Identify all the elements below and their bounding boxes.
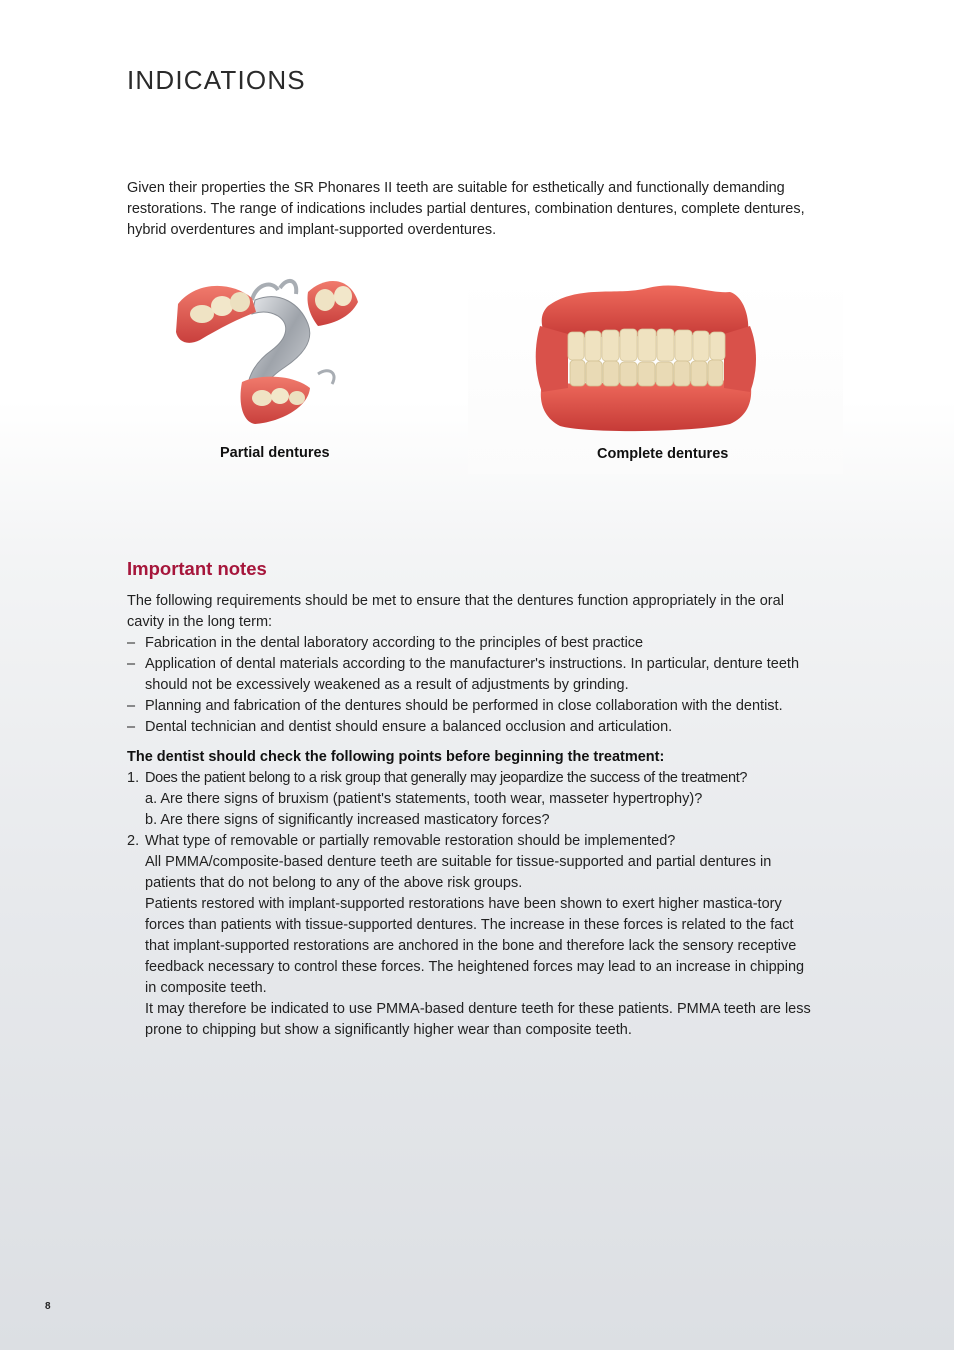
list-item xyxy=(127,831,817,1041)
partial-dentures-caption: Partial dentures xyxy=(220,445,330,461)
list-item: – Fabrication in the dental laboratory according to the principles of best practice xyxy=(127,633,817,654)
check-heading: The dentist should check the following points before beginning the treatment: xyxy=(127,749,665,765)
point-paragraph: Patients restored with implant-supported restorations have been shown to exert higher mastica-tory forces than patients with tissue-supported dentures. The increase in these forces is related to the fact that implant-supported restorations are anchored in the bone and therefore lack the sensory receptive feedback necessary to control these forces. The heightened forces may lead to an increase in chipping in composite teeth. xyxy=(145,896,805,996)
point-number: 1. xyxy=(127,770,140,786)
list-item: – Dental technician and dentist should ensure a balanced occlusion and articulation. xyxy=(127,717,817,738)
list-item: – Application of dental materials according to the manufacturer's instructions. In particular, denture teeth should not be excessively weakened as a result of adjustments by grinding. xyxy=(127,654,817,696)
point-number: 2. xyxy=(127,833,140,849)
list-item xyxy=(127,768,817,831)
check-points-list xyxy=(127,768,817,1041)
page-title: INDICATIONS xyxy=(127,65,306,96)
requirements-list xyxy=(127,633,817,738)
point-text: Does the patient belong to a risk group that generally may jeopardize the success of the treatment? xyxy=(145,770,748,786)
complete-dentures-caption: Complete dentures xyxy=(597,446,729,462)
point-paragraph: It may therefore be indicated to use PMMA-based denture teeth for these patients. PMMA teeth are less prone to chipping but show a significantly higher wear than composite teeth. xyxy=(145,1001,811,1038)
page-number: 8 xyxy=(45,1301,51,1312)
sub-point-b: b. Are there signs of significantly increased masticatory forces? xyxy=(145,812,550,828)
important-notes-heading: Important notes xyxy=(127,558,267,579)
complete-dentures-image xyxy=(468,276,843,474)
sub-point-a: a. Are there signs of bruxism (patient's statements, tooth wear, masseter hypertrophy)? xyxy=(145,791,703,807)
list-item: – Planning and fabrication of the dentures should be performed in close collaboration with the dentist. xyxy=(127,696,817,717)
intro-paragraph: Given their properties the SR Phonares II teeth are suitable for esthetically and functionally demanding restorations. The range of indications includes partial dentures, combination dentures, complete dentures, hybrid overdentures and implant-supported overdentures. xyxy=(127,180,805,238)
notes-intro: The following requirements should be met to ensure that the dentures function appropriately in the oral cavity in the long term: xyxy=(127,593,784,630)
important-notes-body xyxy=(127,591,817,1041)
point-paragraph: All PMMA/composite-based denture teeth are suitable for tissue-supported and partial dentures in patients that do not belong to any of the above risk groups. xyxy=(145,854,772,891)
point-text: What type of removable or partially removable restoration should be implemented? xyxy=(145,833,676,849)
partial-dentures-image xyxy=(160,262,400,437)
